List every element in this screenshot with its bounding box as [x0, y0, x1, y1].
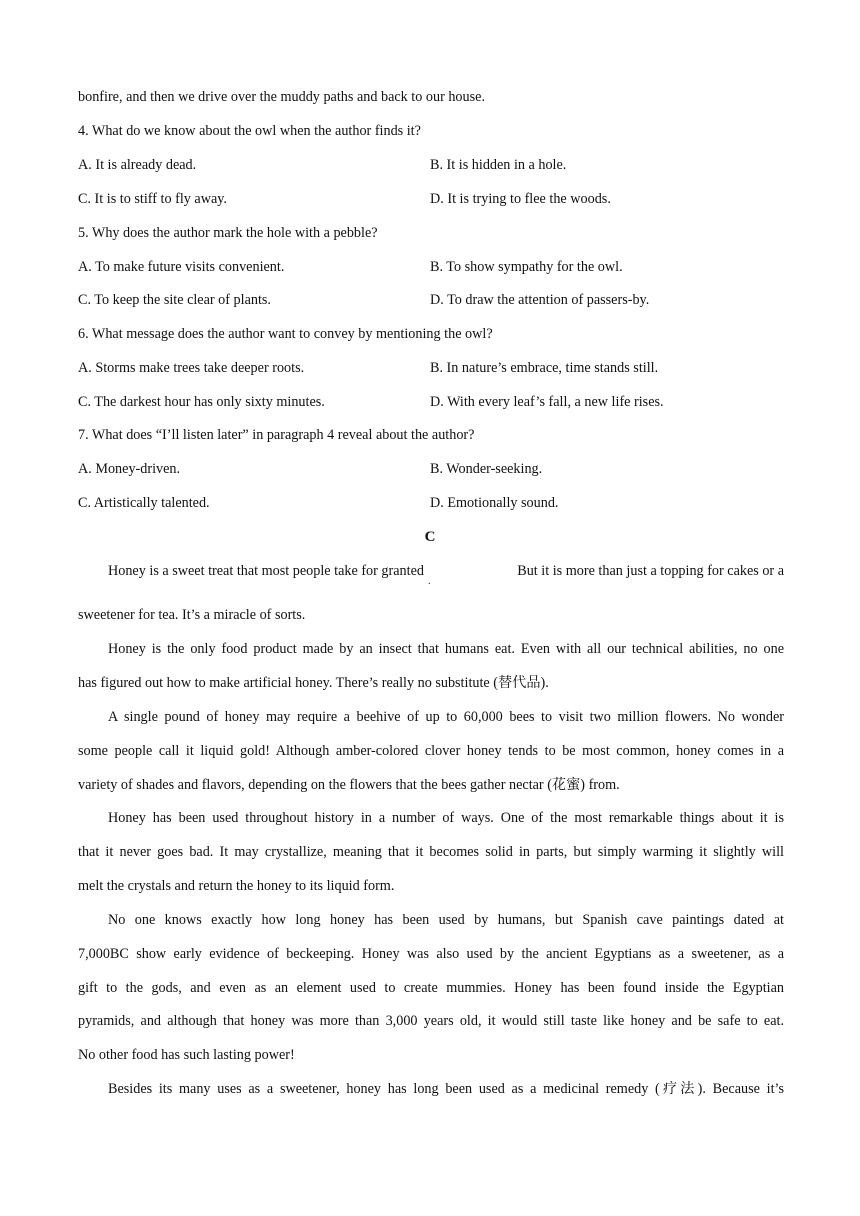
question-6-stem: 6. What message does the author want to convey by mentioning the owl? — [78, 326, 493, 342]
paragraph-5-line-5: No other food has such lasting power! — [78, 1047, 295, 1063]
paragraph-1-line-2: sweetener for tea. It’s a miracle of sorts. — [78, 607, 306, 623]
question-7-stem: 7. What does “I’ll listen later” in paragraph 4 reveal about the author? — [78, 427, 475, 443]
question-7-option-a: A. Money-driven. — [78, 461, 181, 477]
paragraph-4-line-2: that it never goes bad. It may crystallize, meaning that it becomes solid in parts, but simply warming it slightly will — [78, 844, 784, 860]
paragraph-5-line-3: gift to the gods, and even as an element used to create mummies. Honey has been found inside the Egyptian — [78, 980, 784, 996]
question-5-option-d: D. To draw the attention of passers-by. — [430, 292, 650, 308]
period-mark: . — [427, 576, 431, 587]
question-4-option-d: D. It is trying to flee the woods. — [430, 191, 611, 207]
paragraph-3-line-1: A single pound of honey may require a beehive of up to 60,000 bees to visit two million flowers. No wonder — [108, 709, 784, 725]
question-7-option-c: C. Artistically talented. — [78, 495, 210, 511]
paragraph-1-text-b: But it is more than just a topping for cakes or a — [517, 563, 784, 579]
question-4-option-b: B. It is hidden in a hole. — [430, 157, 567, 173]
question-7-option-d: D. Emotionally sound. — [430, 495, 559, 511]
paragraph-3-line-2: some people call it liquid gold! Although amber-colored clover honey tends to be most common, honey comes in a — [78, 743, 784, 759]
paragraph-5-line-2: 7,000BC show early evidence of beckeeping. Honey was also used by the ancient Egyptians as a sweetener, as a — [78, 946, 784, 962]
question-5-option-c: C. To keep the site clear of plants. — [78, 292, 271, 308]
passage-continuation-line: bonfire, and then we drive over the muddy paths and back to our house. — [78, 89, 485, 105]
question-5-stem: 5. Why does the author mark the hole with a pebble? — [78, 225, 378, 241]
question-6-option-a: A. Storms make trees take deeper roots. — [78, 360, 305, 376]
paragraph-5-line-1: No one knows exactly how long honey has been used by humans, but Spanish cave paintings dated at — [108, 912, 784, 928]
question-6-option-b: B. In nature’s embrace, time stands still. — [430, 360, 659, 376]
paragraph-6-line-1: Besides its many uses as a sweetener, honey has long been used as a medicinal remedy (疗法). Because it’s — [108, 1081, 784, 1097]
paragraph-4-line-1: Honey has been used throughout history in a number of ways. One of the most remarkable things about it is — [108, 810, 784, 826]
paragraph-3-line-3: variety of shades and flavors, depending on the flowers that the bees gather nectar (花蜜) from. — [78, 777, 620, 793]
question-7-option-b: B. Wonder-seeking. — [430, 461, 543, 477]
paragraph-1-line-1 — [108, 561, 784, 587]
question-5-option-a: A. To make future visits convenient. — [78, 259, 285, 275]
paragraph-2-line-2: has figured out how to make artificial honey. There’s really no substitute (替代品). — [78, 675, 549, 691]
paragraph-4-line-3: melt the crystals and return the honey to its liquid form. — [78, 878, 395, 894]
paragraph-5-line-4: pyramids, and although that honey was more than 3,000 years old, it would still taste like honey and be safe to eat. — [78, 1013, 784, 1029]
paragraph-2-line-1: Honey is the only food product made by an insect that humans eat. Even with all our technical abilities, no one — [108, 641, 784, 657]
question-4-option-a: A. It is already dead. — [78, 157, 197, 173]
question-6-option-d: D. With every leaf’s fall, a new life rises. — [430, 394, 664, 410]
question-5-option-b: B. To show sympathy for the owl. — [430, 259, 623, 275]
question-4-stem: 4. What do we know about the owl when the author finds it? — [78, 123, 421, 139]
section-heading: C — [424, 529, 436, 545]
paragraph-1-text-a: Honey is a sweet treat that most people take for granted — [108, 563, 424, 579]
question-4-option-c: C. It is to stiff to fly away. — [78, 191, 227, 207]
question-6-option-c: C. The darkest hour has only sixty minutes. — [78, 394, 325, 410]
